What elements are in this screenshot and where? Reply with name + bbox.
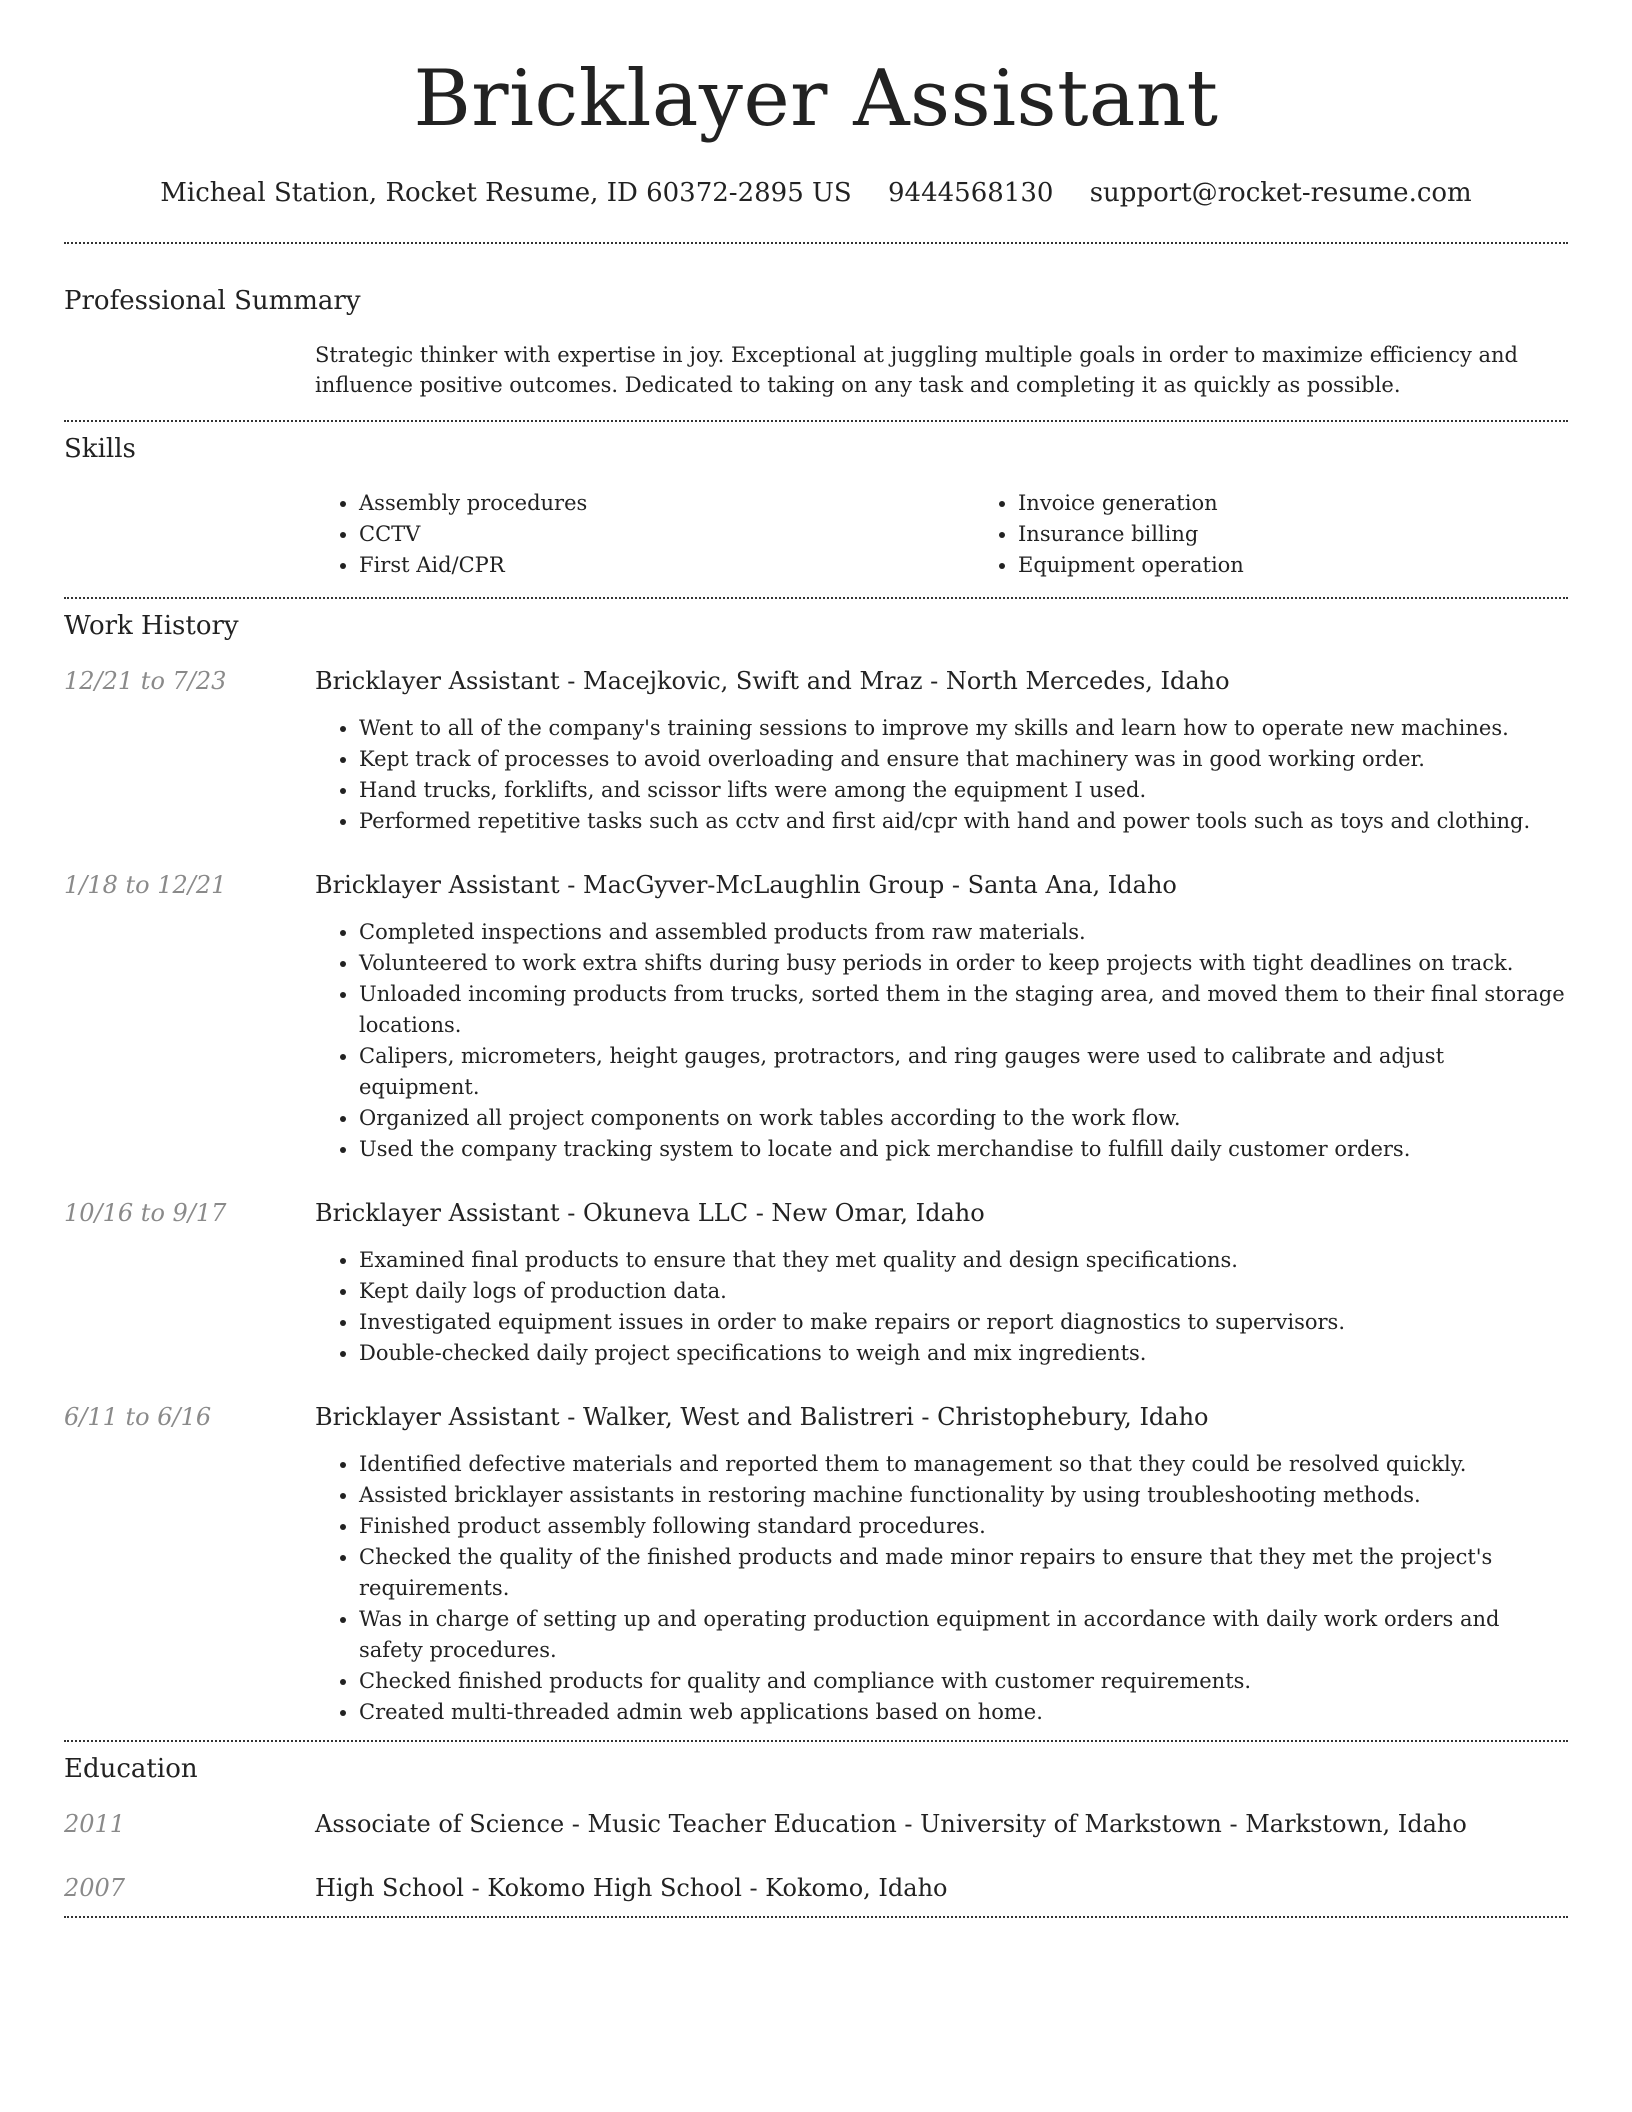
job-bullet: • Checked finished products for quality and compliance with customer requirements. — [359, 1666, 1568, 1697]
job-bullet: • Unloaded incoming products from trucks, sorted them in the staging area, and moved them to their final storage locations. — [359, 979, 1568, 1041]
job-entry — [64, 1199, 1568, 1369]
job-bullet: • Checked the quality of the finished products and made minor repairs to ensure that they met the project's requirements. — [359, 1542, 1568, 1604]
education-entry — [64, 1874, 1568, 1902]
job-dates: 6/11 to 6/16 — [64, 1403, 212, 1431]
skill-item: • Insurance billing — [1018, 519, 1632, 550]
contact-email: support@rocket-resume.com — [1089, 178, 1472, 208]
job-bullets — [315, 1449, 1568, 1728]
work-section — [64, 599, 1568, 1740]
job-bullet: • Calipers, micrometers, height gauges, protractors, and ring gauges were used to calibrate and adjust equipment. — [359, 1041, 1568, 1103]
education-title: Education — [64, 1754, 198, 1784]
skills-title: Skills — [64, 434, 136, 464]
education-section — [64, 1742, 1568, 1916]
job-bullet: • Assisted bricklayer assistants in restoring machine functionality by using troubleshooting methods. — [359, 1480, 1568, 1511]
job-title: Bricklayer Assistant - MacGyver-McLaughlin Group - Santa Ana, Idaho — [315, 871, 1177, 899]
summary-title: Professional Summary — [64, 286, 361, 316]
contact-phone: 9444568130 — [888, 178, 1054, 208]
contact-line — [64, 178, 1568, 208]
education-entry — [64, 1810, 1568, 1838]
job-title: Bricklayer Assistant - Okuneva LLC - New Omar, Idaho — [315, 1199, 985, 1227]
contact-address: Micheal Station, Rocket Resume, ID 60372-2895 US — [160, 178, 852, 208]
job-bullet: • Double-checked daily project specifications to weigh and mix ingredients. — [359, 1338, 1568, 1369]
job-entry — [64, 667, 1568, 837]
job-entry — [64, 871, 1568, 1165]
work-title: Work History — [64, 611, 239, 641]
skills-list-right — [974, 488, 1632, 581]
job-bullet: • Examined final products to ensure that they met quality and design specifications. — [359, 1245, 1568, 1276]
skill-item: • CCTV — [359, 519, 974, 550]
job-entry — [64, 1403, 1568, 1728]
job-bullets — [315, 713, 1568, 837]
job-bullets — [315, 917, 1568, 1165]
job-bullet: • Hand trucks, forklifts, and scissor lifts were among the equipment I used. — [359, 775, 1568, 806]
summary-text: Strategic thinker with expertise in joy. Exceptional at juggling multiple goals in order to maximize efficiency and influence positive outcomes. Dedicated to taking on any task and completing it as quickly as possible. — [315, 343, 1518, 397]
job-title: Bricklayer Assistant - Walker, West and Balistreri - Christophebury, Idaho — [315, 1403, 1209, 1431]
education-divider — [64, 1916, 1568, 1918]
summary-section — [64, 244, 1568, 420]
job-bullet: • Went to all of the company's training sessions to improve my skills and learn how to operate new machines. — [359, 713, 1568, 744]
job-bullets — [315, 1245, 1568, 1369]
job-dates: 10/16 to 9/17 — [64, 1199, 227, 1227]
job-bullet: • Kept track of processes to avoid overloading and ensure that machinery was in good working order. — [359, 744, 1568, 775]
job-dates: 12/21 to 7/23 — [64, 667, 227, 695]
job-bullet: • Performed repetitive tasks such as cctv and first aid/cpr with hand and power tools such as toys and clothing. — [359, 806, 1568, 837]
skill-item: • Assembly procedures — [359, 488, 974, 519]
job-dates: 1/18 to 12/21 — [64, 871, 227, 899]
job-bullet: • Used the company tracking system to locate and pick merchandise to fulfill daily customer orders. — [359, 1134, 1568, 1165]
job-bullet: • Organized all project components on work tables according to the work flow. — [359, 1103, 1568, 1134]
job-bullet: • Volunteered to work extra shifts during busy periods in order to keep projects with tight deadlines on track. — [359, 948, 1568, 979]
job-bullet: • Identified defective materials and reported them to management so that they could be resolved quickly. — [359, 1449, 1568, 1480]
skill-item: • First Aid/CPR — [359, 550, 974, 581]
education-year: 2011 — [64, 1810, 126, 1838]
education-year: 2007 — [64, 1874, 126, 1902]
skill-item: • Equipment operation — [1018, 550, 1632, 581]
job-bullet: • Investigated equipment issues in order to make repairs or report diagnostics to supervisors. — [359, 1307, 1568, 1338]
education-degree: Associate of Science - Music Teacher Education - University of Markstown - Markstown, Idaho — [315, 1810, 1467, 1838]
job-bullet: • Finished product assembly following standard procedures. — [359, 1511, 1568, 1542]
job-bullet: • Created multi-threaded admin web applications based on home. — [359, 1697, 1568, 1728]
job-bullet: • Completed inspections and assembled products from raw materials. — [359, 917, 1568, 948]
education-degree: High School - Kokomo High School - Kokomo, Idaho — [315, 1874, 948, 1902]
skill-item: • Invoice generation — [1018, 488, 1632, 519]
skills-section — [64, 422, 1568, 597]
job-title: Bricklayer Assistant - Macejkovic, Swift and Mraz - North Mercedes, Idaho — [315, 667, 1230, 695]
job-bullet: • Kept daily logs of production data. — [359, 1276, 1568, 1307]
job-bullet: • Was in charge of setting up and operating production equipment in accordance with daily work orders and safety procedures. — [359, 1604, 1568, 1666]
skills-list-left — [315, 488, 974, 581]
resume-name: Bricklayer Assistant — [413, 54, 1219, 144]
